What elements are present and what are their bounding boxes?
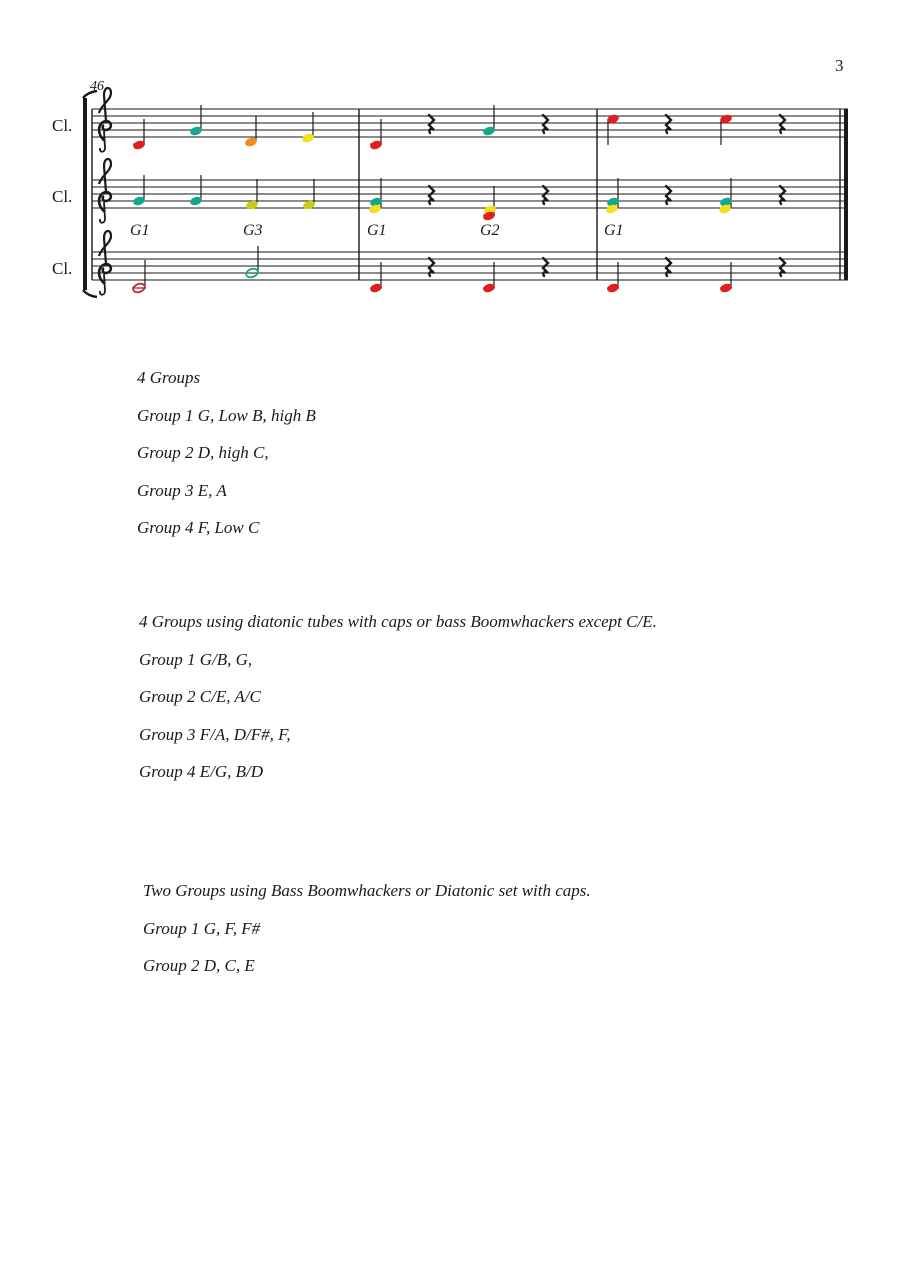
- instrument-label-2: Cl.: [52, 187, 73, 206]
- staff-1: [92, 109, 848, 137]
- staff-3-notes: [132, 246, 785, 294]
- instrument-label-1: Cl.: [52, 116, 73, 135]
- section-heading: Two Groups using Bass Boomwhackers or Diatonic set with caps.: [143, 881, 591, 900]
- group-line: Group 1 G, F, F#: [143, 918, 261, 938]
- final-barline: [844, 109, 848, 280]
- section-two-groups: [143, 881, 591, 994]
- group-label: G1: [367, 222, 387, 239]
- section-heading: 4 Groups: [137, 368, 201, 387]
- group-line: Group 2 C/E, A/C: [139, 687, 261, 706]
- group-line: Group 3 E, A: [137, 480, 227, 500]
- group-label: G1: [604, 222, 624, 239]
- group-label: G3: [243, 222, 263, 239]
- staff-3: [92, 252, 848, 280]
- group-label: G1: [130, 222, 150, 239]
- staff-2-notes: [132, 175, 785, 222]
- group-line: Group 2 D, high C,: [137, 443, 269, 462]
- group-line: Group 1 G, Low B, high B: [137, 405, 316, 425]
- group-line: Group 4 F, Low C: [137, 518, 260, 537]
- staff-1-notes: [132, 105, 785, 151]
- group-line: Group 2 D, C, E: [143, 956, 255, 975]
- treble-clef-icon: [99, 88, 111, 152]
- section-four-groups: [137, 368, 316, 556]
- treble-clef-icon: [99, 231, 111, 295]
- group-line: Group 4 E/G, B/D: [139, 762, 264, 781]
- group-label: G2: [480, 222, 500, 239]
- measure-number: 46: [90, 79, 104, 94]
- group-line: Group 3 F/A, D/F#, F,: [139, 724, 291, 744]
- treble-clef-icon: [99, 159, 111, 223]
- section-heading: 4 Groups using diatonic tubes with caps or bass Boomwhackers except C/E.: [139, 612, 657, 631]
- instrument-label-3: Cl.: [52, 259, 73, 278]
- group-line: Group 1 G/B, G,: [139, 649, 253, 669]
- music-score: [0, 0, 900, 310]
- page-number: 3: [835, 56, 844, 75]
- section-diatonic-tubes: [139, 612, 657, 800]
- staff-2: [92, 180, 848, 208]
